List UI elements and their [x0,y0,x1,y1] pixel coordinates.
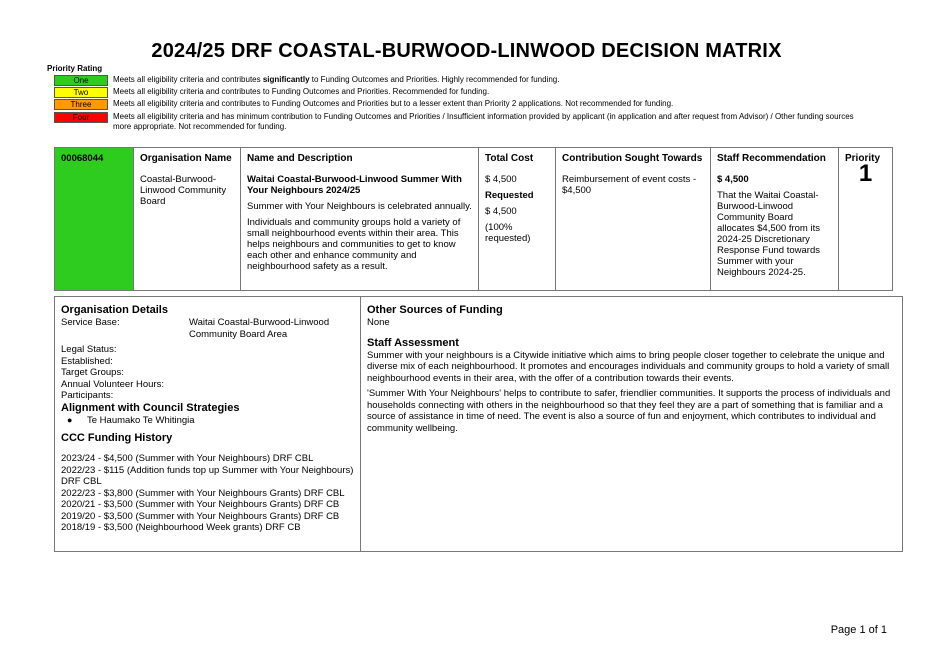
staff-assessment-para-2: 'Summer With Your Neighbours' helps to contribute to safer, friendlier communities. It supports the process of individuals and households connecting with others in the neighbourhood so that they feel they are a part of something that is familiar and a source of assistance in time of need. The event is also a source of fun and enjoyment, which contributes to individual and community wellbeing. [367,388,891,434]
cost-cell [479,148,556,291]
project-description-2: Individuals and community groups hold a variety of small neighbourhood events within their area. This helps neighbours and communities to get to know each other and enhance community and neighbourhood safety as a result. [247,217,461,272]
description-cell [241,148,479,291]
staff-recommendation-text: That the Waitai Coastal-Burwood-Linwood Community Board allocates $4,500 from its 2024-25 Discretionary Response Fund towards Summer with your Neighbours 2024-25. [717,190,820,278]
staff-recommendation-amount: $ 4,500 [717,174,749,185]
volunteer-hours-label: Annual Volunteer Hours: [61,378,164,390]
other-funding-value: None [367,317,390,328]
priority-desc-three: Meets all eligibility criteria and contributes to Funding Outcomes and Priorities but to a lesser extent than Priority 2 applications. Not recommended for funding. [113,99,674,108]
established-label: Established: [61,355,113,367]
contribution-cell [556,148,711,291]
other-funding-heading: Other Sources of Funding [367,304,503,316]
staff-recommendation-header: Staff Recommendation [717,153,826,164]
service-base-row [61,317,360,340]
legal-status-label: Legal Status: [61,344,117,355]
target-groups-label: Target Groups: [61,367,124,378]
participants-label: Participants: [61,390,114,401]
right-column [361,297,902,551]
requested-label: Requested [485,190,534,201]
contribution-header: Contribution Sought Towards [562,153,703,164]
priority-swatch-three: Three [54,99,108,110]
staff-assessment-heading: Staff Assessment [367,336,459,349]
name-description-header: Name and Description [247,153,353,164]
page-title: 2024/25 DRF COASTAL-BURWOOD-LINWOOD DECISION MATRIX [151,40,782,62]
requested-amount: $ 4,500 [485,206,517,217]
funding-history-heading: CCC Funding History [61,432,173,444]
service-base-label: Service Base: [61,317,120,328]
priority-header: Priority [845,153,881,164]
staff-assessment-para-1: Summer with your neighbours is a Citywide initiative which aims to bring people closer together to celebrate the unique and diverse mix of each neighbourhood. It promotes and encourages individuals and community groups to hold a variety of small neighbourhood events in their area, with the offer of a contribution towards their events. [367,349,890,384]
priority-swatch-four: Four [54,112,108,123]
table-row [55,148,893,291]
organisation-details-heading: Organisation Details [61,304,168,316]
project-description-1: Summer with Your Neighbours is celebrated annually. [247,201,472,212]
priority-desc-two: Meets all eligibility criteria and contributes to Funding Outcomes and Priorities. Recommended for funding. [113,87,490,96]
priority-swatch-one: One [54,75,108,86]
decision-matrix-table [54,147,893,291]
organisation-name: Coastal-Burwood-Linwood Community Board [140,174,227,207]
priority-desc-four: Meets all eligibility criteria and has minimum contribution to Funding Outcomes and Priorities / Insufficient information provided by applicant (in application and after request from Advisor) / Other funding sources more appropriate. Not recommended for funding. [113,112,854,131]
funding-history-list [61,453,357,534]
priority-rating-heading: Priority Rating [47,64,103,73]
details-panel [54,296,903,552]
list-item [67,415,360,427]
application-id: 00068044 [61,153,104,164]
priority-value: 1 [858,160,873,187]
total-cost-value: $ 4,500 [485,174,517,185]
list-item: 2019/20 - $3,500 (Summer with Your Neighbours Grants) DRF CB [61,510,340,522]
priority-desc-one: Meets all eligibility criteria and contributes significantly to Funding Outcomes and Priorities. Highly recommended for funding. [113,75,560,84]
page-number: Page 1 of 1 [830,624,887,636]
alignment-strategy: Te Haumako Te Whitingia [87,414,195,426]
service-base-value: Waitai Coastal-Burwood-Linwood Community Board Area [189,317,330,340]
list-item: 2022/23 - $115 (Addition funds top up Summer with Your Neighbours) DRF CBL [61,464,354,487]
priority-cell [839,148,893,291]
project-title: Waitai Coastal-Burwood-Linwood Summer With Your Neighbours 2024/25 [247,174,462,196]
list-item: 2020/21 - $3,500 (Summer with Your Neighbours Grants) DRF CB [61,499,340,510]
list-item: 2023/24 - $4,500 (Summer with Your Neighbours) DRF CBL [61,453,314,464]
contribution-value: Reimbursement of event costs - $4,500 [562,174,697,196]
priority-rating-row-two [54,87,873,98]
total-cost-header: Total Cost [485,153,534,164]
priority-rating-row-three [54,99,873,110]
application-id-cell [55,148,134,291]
staff-recommendation-cell [711,148,839,291]
priority-rating-row-four [54,112,873,132]
list-item: 2018/19 - $3,500 (Neighbourhood Week grants) DRF CB [61,522,301,533]
organisation-cell [134,148,241,291]
list-item: 2022/23 - $3,800 (Summer with Your Neighbours Grants) DRF CBL [61,487,345,499]
requested-percentage: (100% requested) [485,222,531,244]
left-column [55,297,361,551]
bullet-icon: ● [67,414,73,425]
priority-swatch-two: Two [54,87,108,98]
priority-rating-row-one [54,75,873,86]
alignment-heading: Alignment with Council Strategies [61,401,240,414]
organisation-header: Organisation Name [140,153,232,164]
